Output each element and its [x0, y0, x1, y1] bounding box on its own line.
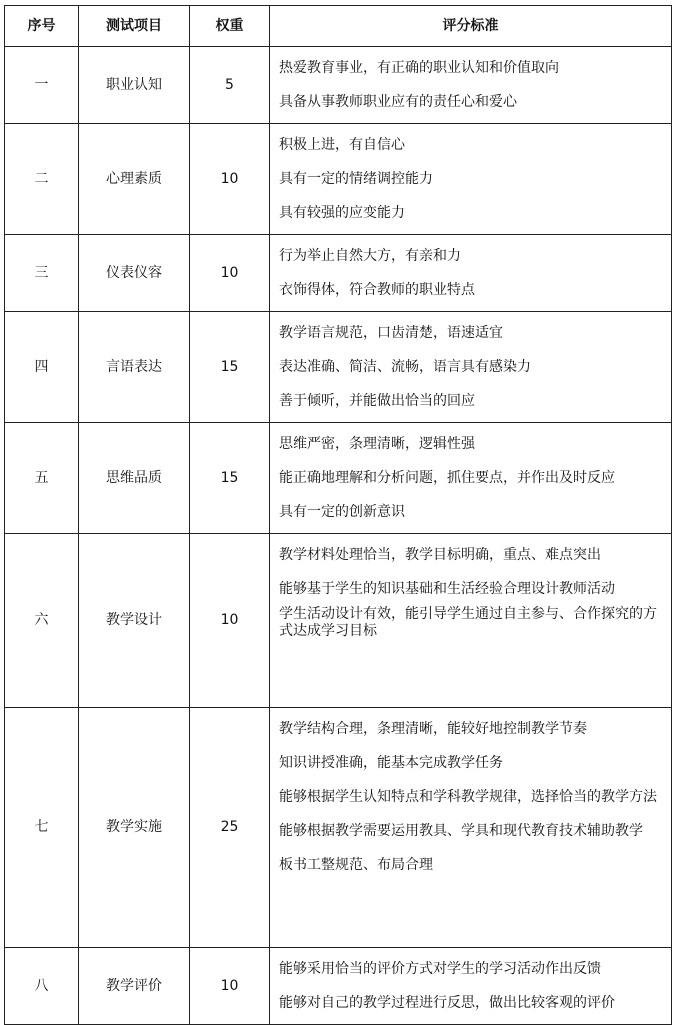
weight-value: 10 — [190, 534, 270, 708]
criteria-item: 教学语言规范，口齿清楚，语速适宜 — [279, 324, 503, 341]
criteria-list — [279, 128, 667, 230]
row-number: 八 — [5, 948, 79, 1025]
criteria-item: 学生活动设计有效，能引导学生通过自主参与、合作探究的方式达成学习目标 — [279, 606, 657, 639]
criteria-list — [279, 427, 667, 529]
row-number: 二 — [5, 124, 79, 235]
criteria-item: 具有较强的应变能力 — [279, 204, 405, 221]
row-number: 四 — [5, 312, 79, 423]
weight-value: 5 — [190, 47, 270, 124]
test-item: 职业认知 — [79, 47, 190, 124]
header-criteria: 评分标准 — [270, 6, 672, 47]
criteria-cell — [270, 124, 672, 235]
criteria-list — [279, 712, 667, 882]
criteria-cell — [270, 235, 672, 312]
criteria-cell — [270, 534, 672, 708]
criteria-item: 教学材料处理恰当，教学目标明确，重点、难点突出 — [279, 546, 601, 563]
table-row — [5, 235, 672, 312]
criteria-cell — [270, 948, 672, 1025]
criteria-cell — [270, 708, 672, 948]
criteria-item: 善于倾听，并能做出恰当的回应 — [279, 392, 475, 409]
criteria-item: 能够基于学生的知识基础和生活经验合理设计教师活动 — [279, 580, 615, 597]
criteria-item: 能够对自己的教学过程进行反思，做出比较客观的评价 — [279, 994, 615, 1011]
row-number: 一 — [5, 47, 79, 124]
weight-value: 10 — [190, 235, 270, 312]
criteria-item: 具有一定的情绪调控能力 — [279, 170, 433, 187]
test-item: 思维品质 — [79, 423, 190, 534]
table-row — [5, 312, 672, 423]
header-row — [5, 6, 672, 47]
header-no: 序号 — [5, 6, 79, 47]
row-number: 六 — [5, 534, 79, 708]
test-item: 教学实施 — [79, 708, 190, 948]
criteria-item: 热爱教育事业，有正确的职业认知和价值取向 — [279, 59, 559, 76]
weight-value: 15 — [190, 423, 270, 534]
criteria-item: 积极上进，有自信心 — [279, 136, 405, 153]
criteria-cell — [270, 312, 672, 423]
criteria-item: 思维严密，条理清晰，逻辑性强 — [279, 435, 475, 452]
criteria-item: 知识讲授准确，能基本完成教学任务 — [279, 754, 503, 771]
criteria-item: 能够根据学生认知特点和学科教学规律，选择恰当的教学方法 — [279, 788, 657, 805]
test-item: 心理素质 — [79, 124, 190, 235]
row-number: 三 — [5, 235, 79, 312]
row-number: 五 — [5, 423, 79, 534]
scoring-table — [4, 5, 672, 1025]
criteria-item: 具备从事教师职业应有的责任心和爱心 — [279, 93, 517, 110]
criteria-item: 行为举止自然大方，有亲和力 — [279, 247, 461, 264]
weight-value: 10 — [190, 124, 270, 235]
criteria-cell — [270, 423, 672, 534]
criteria-item: 能够采用恰当的评价方式对学生的学习活动作出反馈 — [279, 960, 601, 977]
test-item: 仪表仪容 — [79, 235, 190, 312]
test-item: 教学评价 — [79, 948, 190, 1025]
header-weight: 权重 — [190, 6, 270, 47]
test-item: 教学设计 — [79, 534, 190, 708]
table-row — [5, 708, 672, 948]
criteria-cell — [270, 47, 672, 124]
criteria-item: 衣饰得体，符合教师的职业特点 — [279, 281, 475, 298]
weight-value: 15 — [190, 312, 270, 423]
criteria-item: 教学结构合理，条理清晰，能较好地控制教学节奏 — [279, 720, 587, 737]
criteria-item: 具有一定的创新意识 — [279, 503, 405, 520]
table-row — [5, 534, 672, 708]
table-row — [5, 124, 672, 235]
header-item: 测试项目 — [79, 6, 190, 47]
criteria-item: 表达准确、简洁、流畅，语言具有感染力 — [279, 358, 531, 375]
criteria-item: 板书工整规范、布局合理 — [279, 856, 433, 873]
table-row — [5, 948, 672, 1025]
weight-value: 10 — [190, 948, 270, 1025]
table-row — [5, 423, 672, 534]
criteria-list — [279, 239, 667, 307]
criteria-list — [279, 51, 667, 119]
criteria-item: 能够根据教学需要运用教具、学具和现代教育技术辅助教学 — [279, 822, 643, 839]
test-item: 言语表达 — [79, 312, 190, 423]
table-row — [5, 47, 672, 124]
criteria-list — [279, 316, 667, 418]
criteria-item: 能正确地理解和分析问题，抓住要点，并作出及时反应 — [279, 469, 615, 486]
criteria-list — [279, 538, 667, 640]
row-number: 七 — [5, 708, 79, 948]
weight-value: 25 — [190, 708, 270, 948]
criteria-list — [279, 952, 667, 1020]
